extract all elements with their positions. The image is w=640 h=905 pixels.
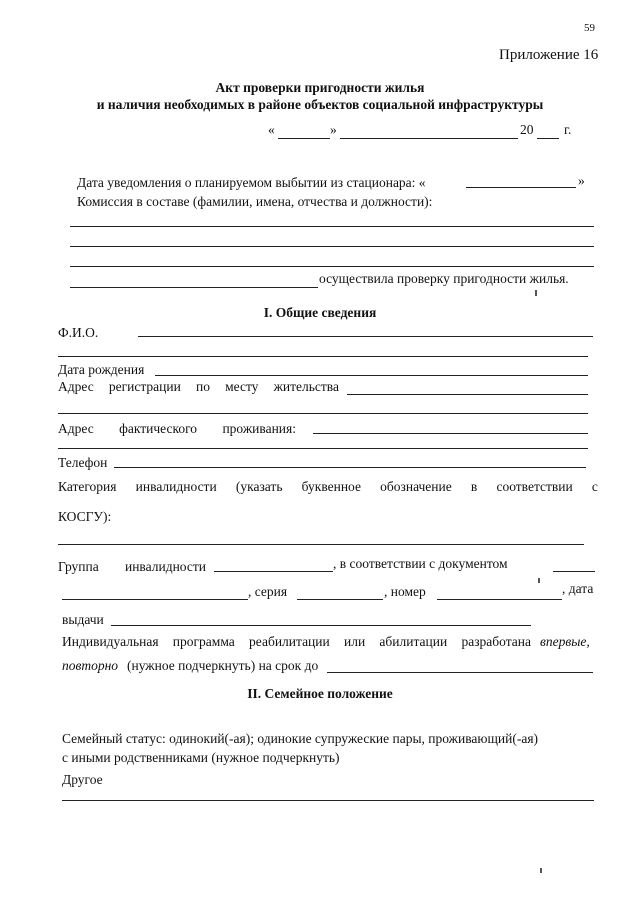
family-status-line-1: Семейный статус: одинокий(-ая); одинокие супружеские пары, проживающий(-ая) bbox=[62, 731, 539, 746]
series-field[interactable] bbox=[297, 599, 383, 600]
ipr-repeat-option: повторно bbox=[62, 658, 119, 673]
notice-close-quote: » bbox=[578, 173, 585, 188]
section-1-title: I. Общие сведения bbox=[263, 305, 377, 320]
date-day-field[interactable] bbox=[278, 138, 330, 139]
page-number: 59 bbox=[584, 22, 595, 34]
section-2-title: II. Семейное положение bbox=[247, 686, 393, 701]
group-field[interactable] bbox=[214, 571, 333, 572]
notice-label: Дата уведомления о планируемом выбытии из стационара: « bbox=[77, 175, 426, 190]
registration-field-2[interactable] bbox=[58, 413, 588, 414]
series-label: , серия bbox=[248, 584, 288, 599]
document-name-field[interactable] bbox=[62, 599, 248, 600]
birth-field[interactable] bbox=[155, 375, 588, 376]
ipr-term-label: (нужное подчеркнуть) на срок до bbox=[127, 658, 319, 673]
ipr-label: Индивидуальная программа реабилитации или абилитации разработана bbox=[62, 634, 531, 649]
date-year-field[interactable] bbox=[537, 138, 559, 139]
document-field[interactable] bbox=[553, 571, 595, 572]
group-label: Группа инвалидности bbox=[58, 559, 206, 574]
other-field[interactable] bbox=[62, 800, 594, 801]
number-label: , номер bbox=[384, 584, 426, 599]
appendix-label: Приложение 16 bbox=[499, 47, 599, 63]
category-label-2: КОСГУ): bbox=[58, 509, 112, 524]
scan-mark bbox=[535, 290, 537, 296]
registration-label: Адрес регистрации по месту жительства bbox=[58, 379, 339, 394]
registration-field[interactable] bbox=[347, 394, 588, 395]
date-month-field[interactable] bbox=[340, 138, 518, 139]
commission-label: Комиссия в составе (фамилии, имена, отчества и должности): bbox=[77, 194, 433, 209]
issued-field[interactable] bbox=[111, 625, 531, 626]
other-label: Другое bbox=[62, 772, 103, 787]
title-line-1: Акт проверки пригодности жилья bbox=[215, 80, 425, 95]
ipr-term-field[interactable] bbox=[327, 672, 593, 673]
date-open-quote: « bbox=[268, 122, 275, 137]
actual-address-field[interactable] bbox=[313, 433, 588, 434]
phone-field[interactable] bbox=[114, 467, 586, 468]
fio-field-2[interactable] bbox=[58, 356, 588, 357]
category-field[interactable] bbox=[58, 544, 584, 545]
family-status-line-2: с иными родственниками (нужное подчеркнуть) bbox=[62, 750, 340, 765]
scan-mark-3 bbox=[540, 868, 542, 873]
date-year-suffix: г. bbox=[564, 122, 572, 137]
birth-label: Дата рождения bbox=[58, 362, 145, 377]
group-conformity-text: , в соответствии с документом bbox=[333, 556, 508, 571]
fio-label: Ф.И.О. bbox=[58, 325, 99, 340]
commission-line-1[interactable] bbox=[70, 226, 594, 227]
ipr-first-option: впервые, bbox=[540, 634, 590, 649]
scan-mark-2 bbox=[538, 578, 540, 583]
number-field[interactable] bbox=[437, 599, 562, 600]
date-close-quote: » bbox=[330, 122, 337, 137]
fio-field[interactable] bbox=[138, 336, 593, 337]
actual-address-label: Адрес фактического проживания: bbox=[58, 421, 296, 436]
commission-line-4[interactable] bbox=[70, 287, 318, 288]
title-line-2: и наличия необходимых в районе объектов социальной инфраструктуры bbox=[96, 97, 544, 112]
phone-label: Телефон bbox=[58, 455, 108, 470]
commission-line-2[interactable] bbox=[70, 246, 594, 247]
issue-date-label: , дата bbox=[562, 581, 594, 596]
issued-label: выдачи bbox=[62, 612, 104, 627]
notice-date-field[interactable] bbox=[466, 187, 576, 188]
actual-address-field-2[interactable] bbox=[58, 448, 588, 449]
commission-end-text: осуществила проверку пригодности жилья. bbox=[319, 271, 569, 286]
date-year-prefix: 20 bbox=[520, 122, 534, 137]
category-label: Категория инвалидности (указать буквенное обозначение в соответствии с bbox=[58, 479, 598, 494]
commission-line-3[interactable] bbox=[70, 266, 594, 267]
